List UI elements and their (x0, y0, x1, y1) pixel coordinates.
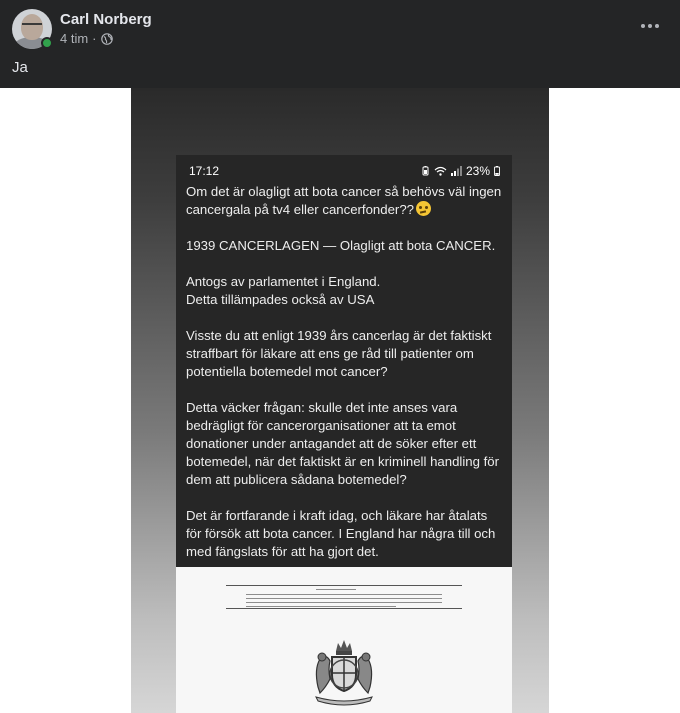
battery-saver-icon (421, 166, 430, 176)
status-line (246, 598, 442, 599)
phone-screenshot (176, 155, 512, 567)
paragraph-heading: 1939 CANCERLAGEN — Olagligt att bota CANCER. (186, 238, 496, 253)
battery-percent: 23% (465, 164, 490, 178)
post-time[interactable]: 4 tim (60, 31, 89, 46)
more-dot (655, 24, 659, 28)
globe-icon[interactable] (101, 33, 113, 45)
legislation-document (176, 567, 512, 713)
more-dot (648, 24, 652, 28)
battery-icon (494, 166, 500, 176)
paragraph-intro: Om det är olagligt att bota cancer så behövs väl ingen cancergala på tv4 eller cancerfonder?? (186, 184, 502, 217)
more-options-icon[interactable] (634, 14, 666, 38)
online-status-badge (41, 37, 53, 49)
post-header (0, 0, 680, 88)
status-line (246, 594, 442, 595)
status-time: 17:12 (189, 164, 220, 178)
status-line (246, 602, 442, 603)
status-line (316, 589, 356, 590)
post-text: Ja (12, 59, 28, 76)
document-status-box (226, 585, 462, 609)
post-image[interactable] (131, 88, 549, 713)
paragraph-law: Visste du att enligt 1939 års cancerlag är det faktiskt straffbart för läkare att ens ge råd till patienter om potentiella botemedel mot cancer? (186, 328, 492, 379)
wifi-icon (434, 166, 447, 176)
status-icons (421, 164, 500, 178)
paragraph-england: Antogs av parlamentet i England. Detta tillämpades också av USA (186, 274, 381, 307)
royal-coat-of-arms-icon (306, 637, 382, 707)
more-dot (641, 24, 645, 28)
paragraph-still-in-force: Det är fortfarande i kraft idag, och läkare har åtalats för försök att bota cancer. I England har några till och med fängslats för att ha gjort det. (186, 508, 496, 559)
author-name[interactable]: Carl Norberg (60, 11, 152, 28)
status-line (246, 606, 396, 607)
avatar-glasses (22, 23, 42, 28)
screenshot-text (186, 183, 506, 579)
meta-separator: · (92, 31, 97, 46)
post-meta (60, 31, 113, 46)
thinking-face-emoji (416, 201, 431, 216)
signal-icon (451, 166, 462, 176)
paragraph-question: Detta väcker frågan: skulle det inte anses vara bedrägligt för cancerorganisationer att ta emot donationer under antagandet att de söker efter ett botemedel, när det faktiskt är en kriminell handling för dem att publicera sådana botemedel? (186, 400, 499, 487)
